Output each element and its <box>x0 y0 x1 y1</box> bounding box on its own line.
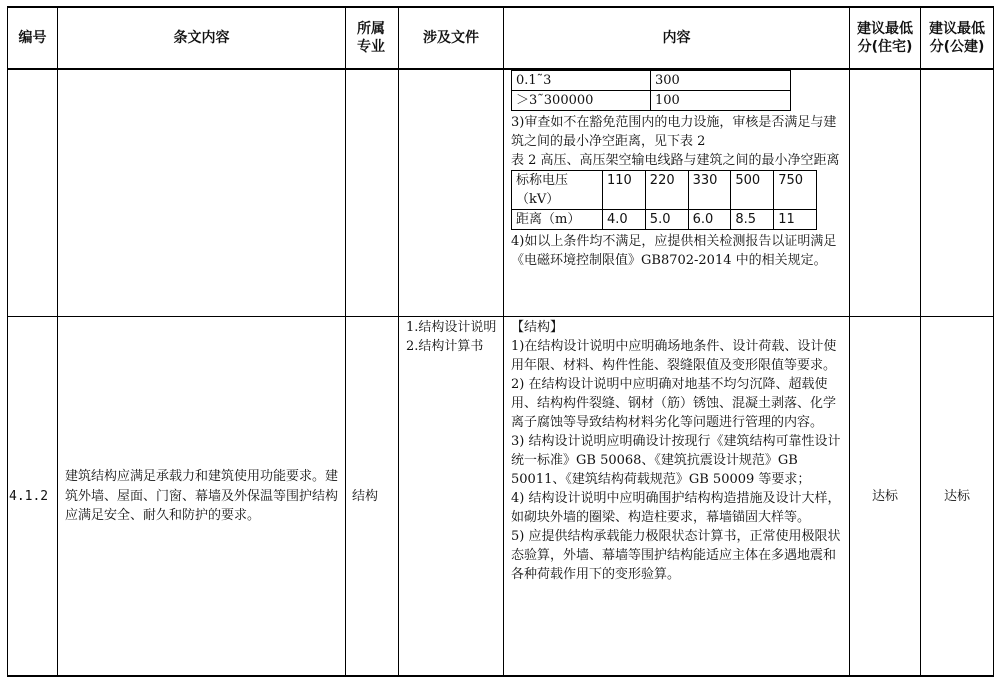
clause-text <box>65 318 340 675</box>
pub-score-cell: 达标 <box>943 488 970 504</box>
clause-number: 4.1.2 <box>9 488 49 504</box>
table-row <box>512 210 817 230</box>
paragraph: 5) 应提供结构承载能力极限状态计算书，正常使用极限状态验算，外墙、幕墙等围护结构能适应主体在多遇地震和各种荷载作用下的变形验算。 <box>511 529 841 582</box>
voltage-table <box>511 170 817 230</box>
voltage-cell: 500 <box>731 171 774 210</box>
range-table <box>511 70 791 111</box>
header-docs: 涉及文件 <box>423 30 479 46</box>
col-border <box>503 6 504 677</box>
doc-item: 1.结构设计说明 <box>406 320 497 335</box>
docs-cell <box>406 318 499 356</box>
range-cell: 0.1˜3 <box>512 71 651 91</box>
section-heading: 【结构】 <box>511 320 564 335</box>
value-cell: 100 <box>651 91 791 111</box>
table-row <box>512 171 817 210</box>
header-num: 编号 <box>18 30 47 46</box>
voltage-cell: 330 <box>688 171 731 210</box>
table-caption: 表 2 高压、高压架空输电线路与建筑之间的最小净空距离 <box>511 153 840 168</box>
value-cell: 300 <box>651 71 791 91</box>
voltage-label: 标称电压（kV） <box>512 171 603 210</box>
paragraph: 2) 在结构设计说明中应明确对地基不均匀沉降、超载使用、结构构件裂缝、钢材（筋）锈蚀、混凝土剥落、化学离子腐蚀等导致结构材料劣化等问题进行管理的内容。 <box>511 377 837 430</box>
col-border <box>398 6 399 677</box>
col-border <box>57 6 58 677</box>
voltage-cell: 110 <box>603 171 646 210</box>
col-border <box>345 6 346 677</box>
distance-cell: 4.0 <box>603 210 646 230</box>
distance-cell: 8.5 <box>731 210 774 230</box>
doc-item: 2.结构计算书 <box>406 339 484 354</box>
major-cell: 结构 <box>352 488 379 504</box>
paragraph: 1)在结构设计说明中应明确场地条件、设计荷载、设计使用年限、材料、构件性能、裂缝限值及变形限值等要求。 <box>511 339 837 373</box>
header-major: 所属专业 <box>357 21 385 55</box>
voltage-cell: 220 <box>645 171 688 210</box>
header-res-score: 建议最低分(住宅) <box>857 21 913 55</box>
distance-label: 距离（m） <box>512 210 603 230</box>
distance-cell: 11 <box>774 210 817 230</box>
row-divider <box>7 316 994 317</box>
voltage-cell: 750 <box>774 171 817 210</box>
table-bottom-border <box>7 675 994 677</box>
res-score-cell: 达标 <box>871 488 898 504</box>
table-row <box>512 91 791 111</box>
paragraph: 3)审查如不在豁免范围内的电力设施，审核是否满足与建筑之间的最小净空距离，见下表 2 <box>511 115 837 149</box>
row1-content <box>511 70 845 270</box>
distance-cell: 6.0 <box>688 210 731 230</box>
col-border <box>993 6 994 677</box>
clause-text-body: 建筑结构应满足承载力和建筑使用功能要求。建筑外墙、屋面、门窗、幕墙及外保温等围护结构应满足安全、耐久和防护的要求。 <box>65 469 339 524</box>
header-bottom-border <box>7 68 994 70</box>
paragraph: 3) 结构设计说明应明确设计按现行《建筑结构可靠性设计统一标准》GB 50068、《建筑抗震设计规范》GB 50011、《建筑结构荷载规范》GB 50009 等要求； <box>511 434 841 487</box>
header-content: 内容 <box>662 30 691 46</box>
range-cell: ＞3˜300000 <box>512 91 651 111</box>
paragraph: 4)如以上条件均不满足，应提供相关检测报告以证明满足《电磁环境控制限值》GB8702-2014 中的相关规定。 <box>511 234 837 268</box>
col-border <box>7 6 8 677</box>
distance-cell: 5.0 <box>645 210 688 230</box>
header-pub-score: 建议最低分(公建) <box>929 21 985 55</box>
header-clause: 条文内容 <box>173 30 230 46</box>
paragraph: 4) 结构设计说明中应明确围护结构构造措施及设计大样，如砌块外墙的圈梁、构造柱要求，幕墙锚固大样等。 <box>511 491 841 525</box>
table-row <box>512 71 791 91</box>
row2-content <box>511 318 845 584</box>
